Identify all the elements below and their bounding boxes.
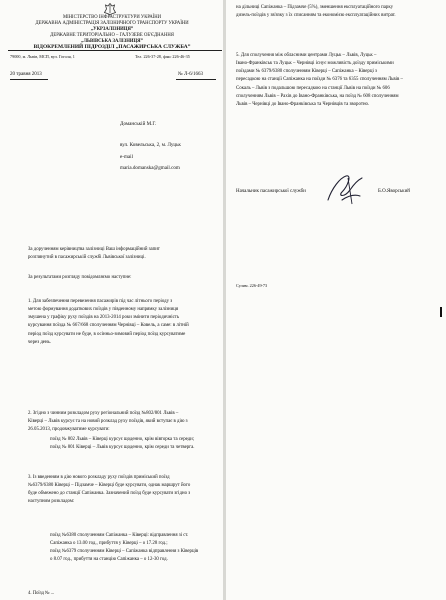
coat-of-arms-icon <box>101 3 119 15</box>
results-paragraph: За результатами розгляду повідомляємо наступне: <box>28 275 132 280</box>
administration-name: ДЕРЖАВНА АДМІНІСТРАЦІЯ ЗАЛІЗНИЧНОГО ТРАНСПОРТУ УКРАЇНИ <box>35 21 189 26</box>
association-name: ДЕРЖАВНЕ ТЕРИТОРІАЛЬНО – ГАЛУЗЕВЕ ОБ'ЄДНАННЯ <box>50 33 174 38</box>
item-5-paragraph: 5. Для сполучення між обласними центрами Луцьк – Львів, Луцьк – Івано-Франківськ та Луцьк – Чернівці існує можливість доїзду приміськими поїздами № 6379/6380 сполученням Ківерці – Сапіжанка – Ківерці з пересадкою на станції Сапіжанка на поїзди № 6376 та 6355 сполученням Львів – Сокаль – Львів з подальшою пересадкою на станції Львів на поїзди № 606 сполученням Львів – Рахів до Івано-Франківська, на поїзд № 608 сполученням Львів – Чернівці до Івано-Франківська та Чернівців та зворотно. <box>236 53 403 107</box>
letter-date: 20 травня 2013 <box>10 72 42 77</box>
continuation-paragraph: на дільниці Сапіжанка – Підзамче (5%), зменшення експлуатаційного парку дизель-поїздів у зв'язку з їх списанням та економією експлуатаційних витрат. <box>236 5 396 19</box>
signatory-position: Начальник пасажирської служби <box>236 189 306 194</box>
item-2-paragraph: 2. Згідно з чинним розкладом руху регіональний поїзд №802/801 Львів – Ківерці – Львів курсує та на новий розклад руху поїздів, який вступає в дію з 26.05.2013, продовжуватиме курсувати: <box>28 411 188 433</box>
recipient-email-label: e-mail <box>120 154 134 160</box>
railway-name: „ЛЬВІВСЬКА ЗАЛІЗНИЦЯ” <box>81 39 143 44</box>
item-4-fragment: 4. Поїзд № ... <box>28 591 55 596</box>
office-phone: Тел. 226-37-28, факс 226-46-35 <box>135 54 190 59</box>
item-3-schedule: поїзд №6380 сполученням Сапіжанка – Ківерці: відправлення зі ст. Сапіжанка о 13.00 год., прибуття у Ківерці – о 17.28 год.; поїзд №6379 сполученням Ківерці – Сапіжанка відправлення з Ківерців о 8.07 год., прибуття на станцію Сапіжанка – о 12-30 год. <box>50 533 199 563</box>
header-rule <box>8 50 222 51</box>
item-1-paragraph: 1. Для забезпечення перевезення пасажирів під час літнього періоду з метою формування додаткових поїздів у південному напрямку залізниця змушена у графіку руху поїздів на 2013-2014 роки змінити періодичність курсування поїзда № 667/668 сполученням Чернівці – Ковель, а саме: в літній період поїзд курсувати не буде, в осінньо-зимовий період поїзд курсуватиме через день. <box>28 299 189 345</box>
intro-paragraph: За дорученням керівництва залізниці Ваш інформаційний запит розглянутий в пасажирській службі Львівської залізниці. <box>28 247 160 261</box>
recipient-name: Доманській М.Г. <box>120 121 157 127</box>
item-2-schedule: поїзд № 802 Львів – Ківерці курсує щоденно, крім вівторка та середи; поїзд № 801 Ківерці – Львів курсує щоденно, крім середи та четверга. <box>50 437 195 451</box>
edge-marker <box>440 307 442 317</box>
number-underline <box>176 79 216 80</box>
signature-icon <box>318 170 374 210</box>
recipient-email: maria.domanska@gmail.com <box>120 165 180 171</box>
page-fold <box>223 0 226 600</box>
executor-note: Сулим. 226-49-73 <box>236 283 268 288</box>
signatory-name: Б.О.Яворський <box>378 189 410 194</box>
date-underline <box>10 79 48 80</box>
ministry-name: МІНІСТЕРСТВО ІНФРАСТРУКТУРИ УКРАЇНИ <box>62 15 162 20</box>
item-3-paragraph: 3. Із введенням в дію нового розкладу руху поїздів приміський поїзд №6379/6380 Ківерці – Підзамче – Ківерці буде курсувати, однак маршрут його буде обмежено до станції Сапіжанка. Зазначений поїзд буде курсувати згідно з наступним розкладом: <box>28 475 191 505</box>
recipient-street: вул. Ковельська, 2, м. Луцьк <box>120 142 181 148</box>
letter-number: № Л-6/1663 <box>178 72 203 77</box>
service-name: ВІДОКРЕМЛЕНИЙ ПІДРОЗДІЛ „ПАСАЖИРСЬКА СЛУЖБА” <box>33 44 191 50</box>
ukrzaliznytsia-name: „УКРЗАЛІЗНИЦЯ” <box>90 27 134 32</box>
office-address: 79000, м. Львів, МСП, вул. Гоголя, 1 <box>10 54 75 59</box>
